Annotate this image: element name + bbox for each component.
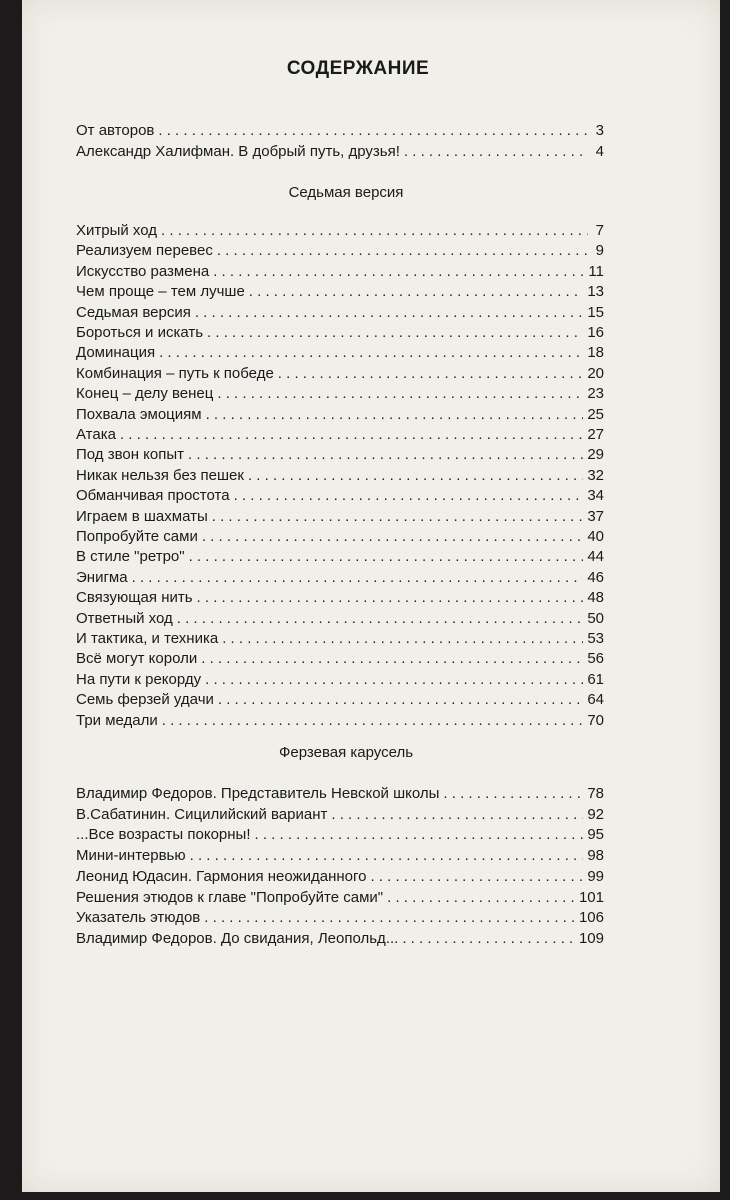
dot-leader [202,527,583,547]
toc-entry-title: Искусство размена [76,262,210,280]
dot-leader [201,649,583,669]
dot-leader [248,466,583,486]
dot-leader [204,908,575,928]
dot-leader [218,690,583,710]
toc-entry-page: 37 [587,507,604,525]
toc-entry-title: Три медали [76,711,158,729]
toc-entry [76,323,604,343]
dot-leader [189,547,584,567]
toc-entry [76,846,604,866]
toc-entry [76,486,604,506]
toc-entry-title: Связующая нить [76,589,193,607]
toc-entry-page: 46 [587,568,604,586]
toc-entry-page: 70 [587,711,604,729]
toc-entry [76,282,604,302]
toc-entry-page: 53 [587,630,604,647]
toc-entry-page: 44 [587,548,604,566]
toc-entry-title: Никак нельзя без пешек [76,466,244,484]
dot-leader [206,405,584,425]
toc-entry-page: 20 [587,364,604,382]
toc-entry-page: 32 [587,466,604,484]
toc-entry-page: 98 [587,847,604,865]
toc-entry [76,629,604,649]
toc-entry-page: 109 [578,929,604,947]
section-heading-ferzevaya-karusel: Ферзевая карусель [278,744,414,761]
toc-entry-page: 9 [595,242,604,260]
toc-entry [76,142,604,162]
toc-entry-page: 3 [595,122,604,139]
toc-entry [76,405,604,425]
toc-entry-title: Доминация [76,344,156,362]
dot-leader [132,568,584,588]
toc-entry-title: В стиле "ретро" [76,548,185,566]
toc-entry-page: 56 [587,650,604,668]
toc-entry-page: 27 [587,426,604,443]
dot-leader [190,846,584,866]
toc-entry [76,690,604,710]
toc-entry [76,908,604,928]
toc-entry [76,588,604,608]
toc-entry-title: Владимир Федоров. До свидания, Леопольд... [76,929,399,947]
toc-entry [76,805,604,825]
toc-entry-page: 64 [587,691,604,709]
toc-entry-title: Чем проще – тем лучше [76,283,245,301]
toc-entry [76,241,604,261]
toc-entry-title: Мини-интервью [76,847,186,865]
dot-leader [120,425,583,445]
toc-entry-title: Александр Халифман. В добрый путь, друзья! [76,142,400,160]
toc-entry-page: 16 [587,324,604,341]
dot-leader [217,241,588,261]
toc-entry [76,568,604,588]
toc-entry-page: 40 [587,528,604,545]
dot-leader [402,929,575,949]
toc-entry-title: Ответный ход [76,609,173,627]
toc-entry-page: 13 [587,283,604,301]
toc-entry [76,825,604,845]
toc-entry-title: От авторов [76,122,155,139]
toc-entry-title: Указатель этюдов [76,909,201,927]
dot-leader [255,825,584,845]
toc-entry-title: Всё могут короли [76,650,198,668]
toc-entry-title: Хитрый ход [76,222,158,239]
dot-leader [158,121,588,141]
toc-entry-page: 4 [595,142,604,160]
dot-leader [188,445,583,465]
book-page [22,0,720,1192]
toc-entry [76,384,604,404]
dot-leader [205,670,583,690]
section-heading-sedmaya-versiya: Седьмая версия [288,184,404,201]
dot-leader [217,384,583,404]
toc-entry [76,609,604,629]
dot-leader [278,364,584,384]
toc-entry-title: Леонид Юдасин. Гармония неожиданного [76,867,367,885]
toc-entry [76,364,604,384]
toc-entry-title: Решения этюдов к главе "Попробуйте сами" [76,888,384,906]
toc-entry [76,425,604,445]
toc-entry-page: 29 [587,446,604,464]
toc-entry-title: Играем в шахматы [76,507,208,525]
toc-entry [76,303,604,323]
dot-leader [234,486,584,506]
toc-entry [76,445,604,465]
toc-entry-page: 78 [587,785,604,802]
dot-leader [212,507,584,527]
toc-entry [76,507,604,527]
toc-entry [76,711,604,731]
toc-entry-title: Атака [76,426,116,443]
contents-title: СОДЕРЖАНИЕ [286,58,430,79]
toc-entry [76,929,604,949]
toc-entry [76,221,604,241]
toc-entry-title: Попробуйте сами [76,528,198,545]
toc-entry [76,121,604,141]
dot-leader [197,588,584,608]
toc-entry-page: 7 [595,222,604,239]
dot-leader [443,784,583,804]
toc-entry-title: Энигма [76,568,128,586]
toc-entry [76,867,604,887]
toc-entry-page: 18 [587,344,604,362]
toc-entry-page: 34 [587,487,604,505]
toc-entry-title: Владимир Федоров. Представитель Невской школы [76,785,440,802]
toc-entry-page: 95 [587,826,604,844]
toc-entry [76,784,604,804]
toc-entry-title: Бороться и искать [76,324,204,341]
toc-entry-title: Седьмая версия [76,303,191,321]
dot-leader [177,609,584,629]
toc-entry-title: ...Все возрасты покорны! [76,826,251,844]
toc-entry-page: 106 [578,909,604,927]
dot-leader [222,629,583,649]
toc-entry-page: 25 [587,405,604,423]
dot-leader [213,262,584,282]
dot-leader [249,282,584,302]
toc-entry-title: В.Сабатинин. Сицилийский вариант [76,805,328,823]
toc-entry [76,466,604,486]
dot-leader [404,142,588,162]
toc-entry-page: 48 [587,589,604,607]
toc-entry [76,547,604,567]
dot-leader [387,888,575,908]
dot-leader [370,867,583,887]
toc-entry-title: Реализуем перевес [76,242,213,260]
dot-leader [207,323,583,343]
toc-entry [76,888,604,908]
toc-entry-page: 50 [587,609,604,627]
toc-entry-page: 15 [587,303,604,321]
toc-entry [76,527,604,547]
toc-entry [76,670,604,690]
toc-entry-page: 99 [587,867,604,885]
toc-entry-title: Конец – делу венец [76,385,214,403]
toc-entry-title: Под звон копыт [76,446,185,464]
toc-entry-title: Похвала эмоциям [76,405,202,423]
toc-entry-page: 11 [588,262,604,280]
toc-entry-title: Комбинация – путь к победе [76,364,274,382]
dot-leader [195,303,583,323]
dot-leader [162,711,584,731]
dot-leader [159,343,583,363]
toc-entry-title: Обманчивая простота [76,487,230,505]
toc-entry [76,343,604,363]
dot-leader [331,805,583,825]
toc-entry [76,262,604,282]
toc-entry-page: 23 [587,385,604,403]
toc-entry [76,649,604,669]
dot-leader [161,221,588,241]
toc-entry-title: Семь ферзей удачи [76,691,214,709]
toc-entry-page: 92 [587,805,604,823]
toc-entry-title: На пути к рекорду [76,670,202,688]
toc-entry-title: И тактика, и техника [76,630,219,647]
toc-entry-page: 61 [587,670,604,688]
toc-entry-page: 101 [578,888,604,906]
